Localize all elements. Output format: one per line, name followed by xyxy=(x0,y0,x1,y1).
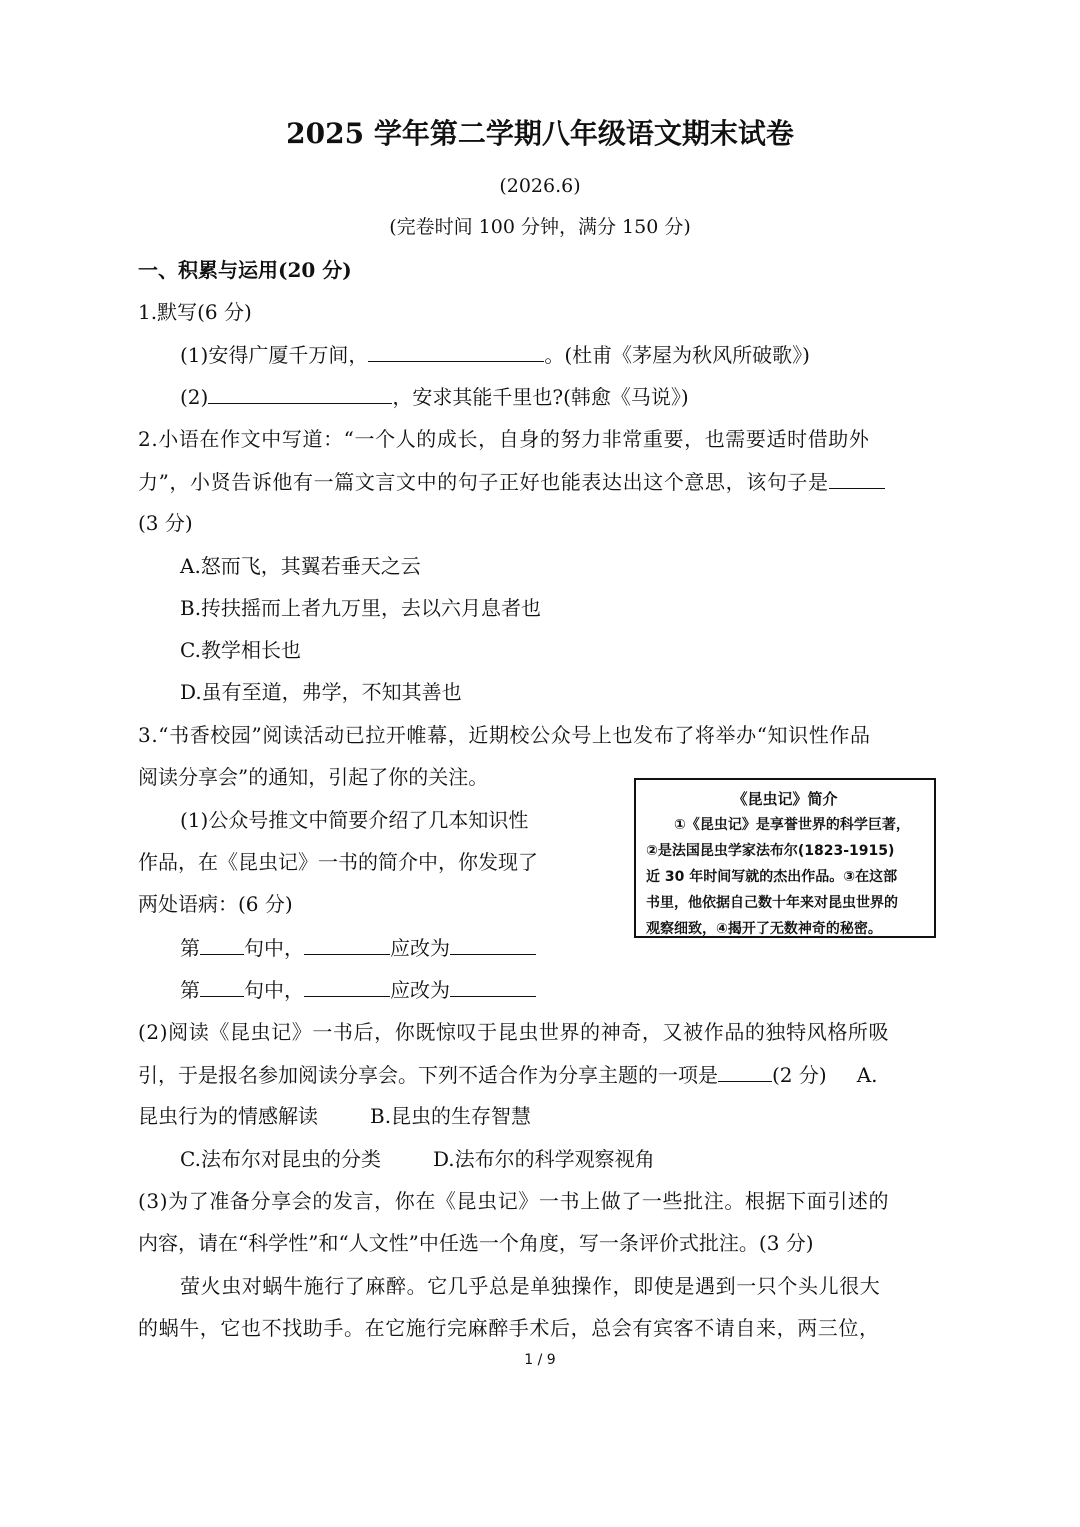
q2-stem-line2 xyxy=(138,466,885,497)
passage-line2: 的蜗牛，它也不找助手。在它施行完麻醉手术后，总会有宾客不请自来，两三位， xyxy=(138,1316,880,1340)
q3-fill-row-2 xyxy=(180,974,536,1005)
fill-label: 句中， xyxy=(244,936,304,960)
fill-label: 第 xyxy=(180,936,200,960)
intro-box-line: 近 30 年时间写就的杰出作品。③在这部 xyxy=(646,869,898,885)
answer-blank[interactable] xyxy=(450,974,536,997)
q1-item2-source: ，安求其能千里也?(韩愈《马说》) xyxy=(392,385,689,409)
q3-sub2-options-row2 xyxy=(180,1144,655,1174)
answer-blank[interactable] xyxy=(208,381,392,404)
q3-sub2-option-a-label: A. xyxy=(856,1063,878,1087)
q3-sub2-options-row1 xyxy=(138,1101,531,1131)
intro-box-line: 书里，他依据自己数十年来对昆虫世界的 xyxy=(646,895,898,911)
answer-blank[interactable] xyxy=(718,1059,772,1082)
q3-stem-line2: 阅读分享会”的通知，引起了你的关注。 xyxy=(138,765,489,789)
exam-date: (2026.6) xyxy=(499,175,581,197)
answer-blank[interactable] xyxy=(200,974,244,997)
q3-sub1-line1: (1)公众号推文中简要介绍了几本知识性 xyxy=(180,808,529,832)
q2-option-b: B.抟扶摇而上者九万里，去以六月息者也 xyxy=(180,596,542,620)
q2-points: (3 分) xyxy=(138,511,193,535)
q3-sub1-line2: 作品，在《昆虫记》一书的简介中，你发现了 xyxy=(138,850,538,874)
q3-stem-line1: 3.“书香校园”阅读活动已拉开帷幕，近期校公众号上也发布了将举办“知识性作品 xyxy=(138,723,871,747)
fill-label: 第 xyxy=(180,978,200,1002)
intro-box-line: 观察细致，④揭开了无数神奇的秘密。 xyxy=(646,921,882,937)
answer-blank[interactable] xyxy=(450,932,536,955)
q1-stem: 1.默写(6 分) xyxy=(138,300,252,324)
exam-info: (完卷时间 100 分钟，满分 150 分) xyxy=(389,216,691,238)
q2-option-a: A.怒而飞，其翼若垂天之云 xyxy=(180,554,421,578)
intro-box-line: ②是法国昆虫学家法布尔(1823-1915) xyxy=(646,843,895,859)
section-heading: 一、积累与运用(20 分) xyxy=(138,258,352,282)
q1-item2-text: (2) xyxy=(180,385,209,409)
q3-sub2-option-a: 昆虫行为的情感解读 xyxy=(138,1104,318,1128)
q3-sub2-line2 xyxy=(138,1059,878,1090)
q1-item2 xyxy=(180,381,689,412)
answer-blank[interactable] xyxy=(200,932,244,955)
q2-option-d: D.虽有至道，弗学，不知其善也 xyxy=(180,680,462,704)
q3-sub1-line3: 两处语病：(6 分) xyxy=(138,892,293,916)
q3-fill-row-1 xyxy=(180,932,536,963)
intro-box-title: 《昆虫记》简介 xyxy=(732,790,838,808)
passage-line1: 萤火虫对蜗牛施行了麻醉。它几乎总是单独操作，即使是遇到一只个头儿很大 xyxy=(180,1274,881,1298)
answer-blank[interactable] xyxy=(368,339,544,362)
answer-blank[interactable] xyxy=(304,932,390,955)
q2-stem-line1: 2.小语在作文中写道：“一个人的成长，自身的努力非常重要，也需要适时借助外 xyxy=(138,427,870,451)
intro-box xyxy=(634,778,936,938)
q1-item1-source: 。(杜甫《茅屋为秋风所破歌》) xyxy=(544,343,810,367)
q1-item1 xyxy=(180,339,810,370)
q3-sub2-line1: (2)阅读《昆虫记》一书后，你既惊叹于昆虫世界的神奇，又被作品的独特风格所吸 xyxy=(138,1020,890,1044)
q1-item1-text: (1)安得广厦千万间， xyxy=(180,343,369,367)
q2-stem-text: 力”，小贤告诉他有一篇文言文中的句子正好也能表达出这个意思，该句子是 xyxy=(138,470,829,494)
q3-sub2-points: (2 分) xyxy=(772,1063,827,1087)
q3-sub2-option-d: D.法布尔的科学观察视角 xyxy=(432,1147,655,1171)
page-number: 1 / 9 xyxy=(524,1352,556,1368)
q3-sub3-line2: 内容，请在“科学性”和“人文性”中任选一个角度，写一条评价式批注。(3 分) xyxy=(138,1231,814,1255)
exam-title: 2025 学年第二学期八年级语文期末试卷 xyxy=(286,117,794,150)
q3-sub2-option-b: B.昆虫的生存智慧 xyxy=(370,1104,532,1128)
q3-sub2-option-c: C.法布尔对昆虫的分类 xyxy=(180,1147,381,1171)
q3-sub3-line1: (3)为了准备分享会的发言，你在《昆虫记》一书上做了一些批注。根据下面引述的 xyxy=(138,1189,890,1213)
answer-blank[interactable] xyxy=(829,466,885,489)
q2-option-c: C.教学相长也 xyxy=(180,638,301,662)
fill-label: 应改为 xyxy=(390,978,450,1002)
fill-label: 应改为 xyxy=(390,936,450,960)
answer-blank[interactable] xyxy=(304,974,390,997)
q3-sub2-text: 引，于是报名参加阅读分享会。下列不适合作为分享主题的一项是 xyxy=(138,1063,718,1087)
intro-box-line: ①《昆虫记》是享誉世界的科学巨著， xyxy=(674,817,910,833)
fill-label: 句中， xyxy=(244,978,304,1002)
